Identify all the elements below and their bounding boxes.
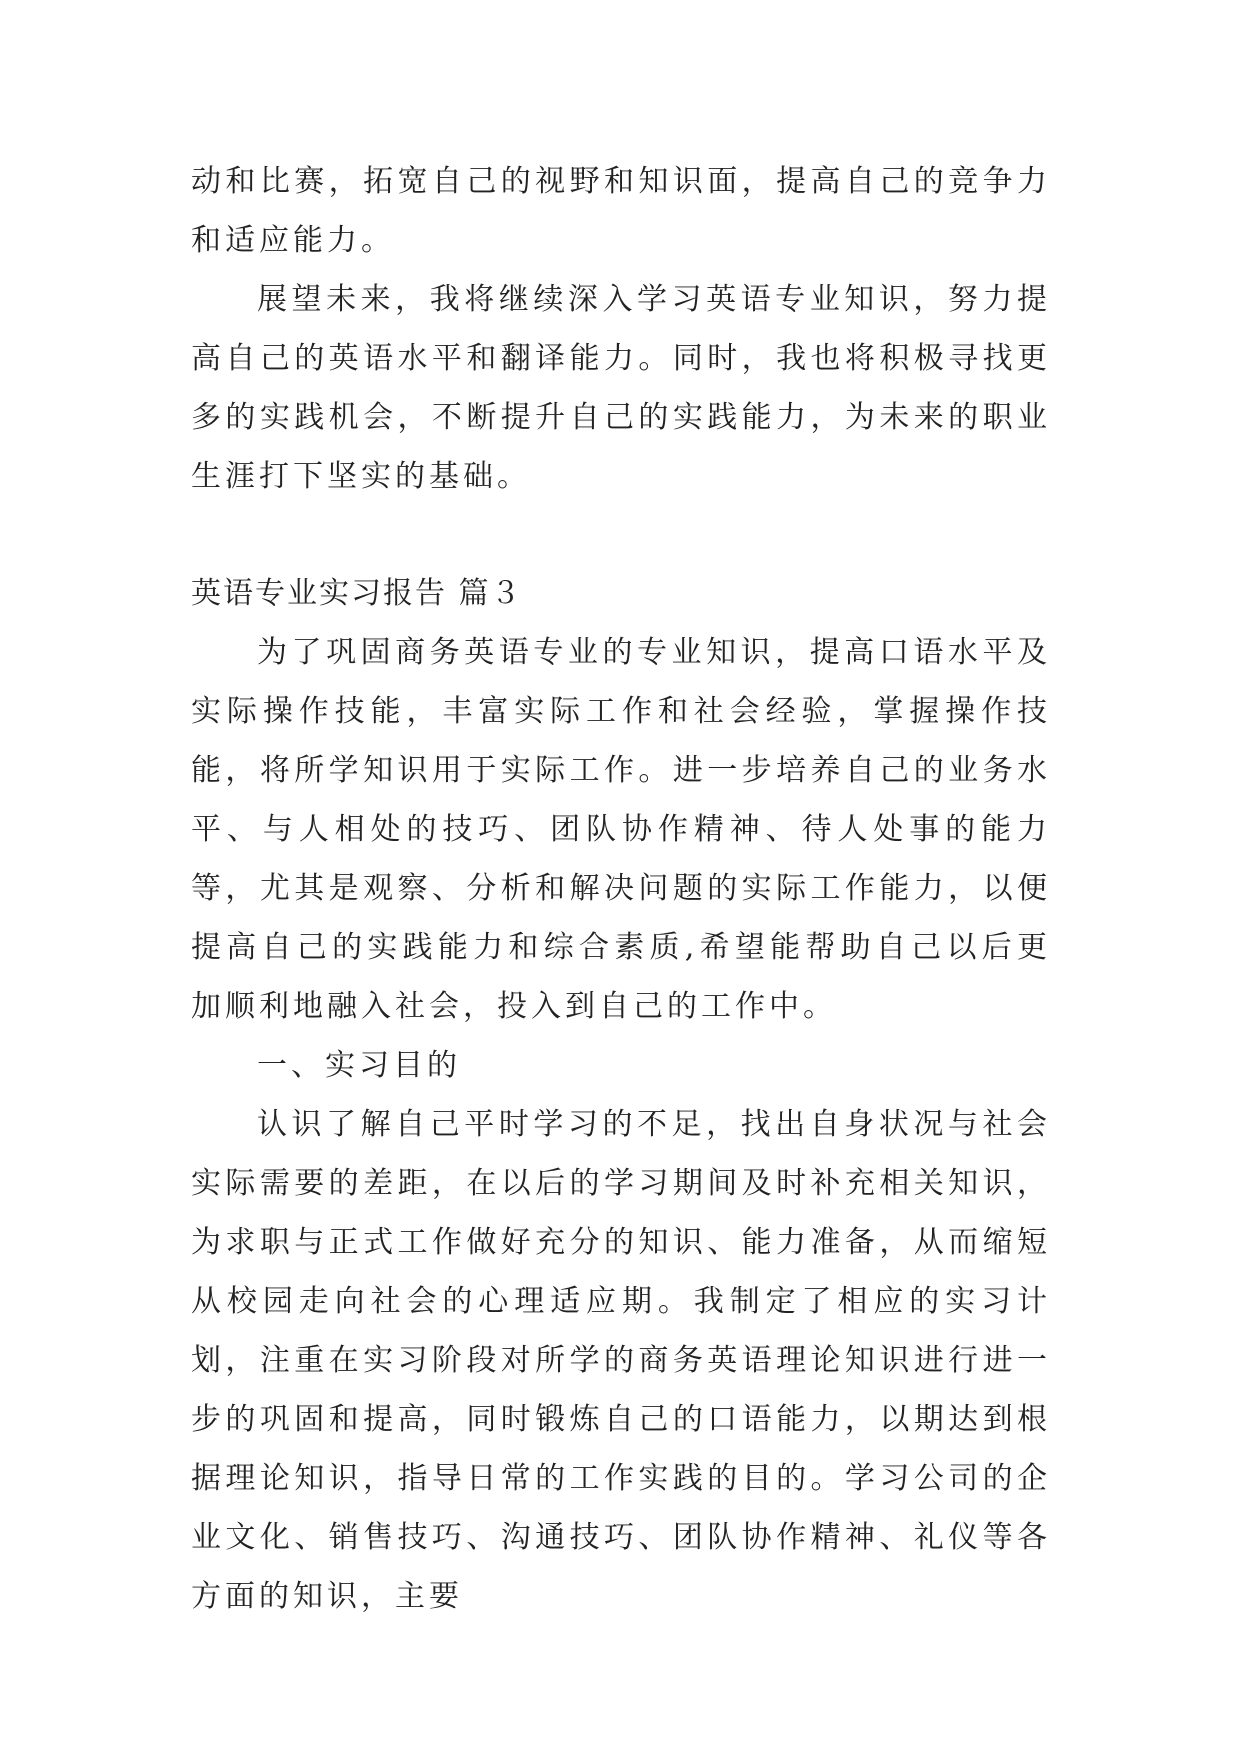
section-title: 一、实习目的 bbox=[257, 1048, 461, 1083]
paragraph-intro: 为了巩固商务英语专业的专业知识，提高口语水平及实际操作技能，丰富实际工作和社会经验，掌握操作技能，将所学知识用于实际工作。进一步培养自己的业务水平、与人相处的技巧、团队协作精神、待人处事的能力等，尤其是观察、分析和解决问题的实际工作能力，以便提高自己的实践能力和综合素质,希望能帮助自己以后更加顺利地融入社会，投入到自己的工作中。 bbox=[191, 635, 1051, 1024]
report-heading: 英语专业实习报告 篇３ bbox=[191, 576, 523, 611]
paragraph-purpose: 认识了解自己平时学习的不足，找出自身状况与社会实际需要的差距，在以后的学习期间及时补充相关知识，为求职与正式工作做好充分的知识、能力准备，从而缩短从校园走向社会的心理适应期。我制定了相应的实习计划，注重在实习阶段对所学的商务英语理论知识进行进一步的巩固和提高，同时锻炼自己的口语能力，以期达到根据理论知识，指导日常的工作实践的目的。学习公司的企业文化、销售技巧、沟通技巧、团队协作精神、礼仪等各方面的知识，主要 bbox=[191, 1107, 1051, 1614]
paragraph-continued: 动和比赛，拓宽自己的视野和知识面，提高自己的竞争力和适应能力。 bbox=[191, 164, 1051, 258]
blank-line bbox=[191, 506, 1051, 564]
document-body bbox=[191, 152, 1051, 1626]
paragraph-outlook: 展望未来，我将继续深入学习英语专业知识，努力提高自己的英语水平和翻译能力。同时，我也将积极寻找更多的实践机会，不断提升自己的实践能力，为未来的职业生涯打下坚实的基础。 bbox=[191, 282, 1051, 494]
